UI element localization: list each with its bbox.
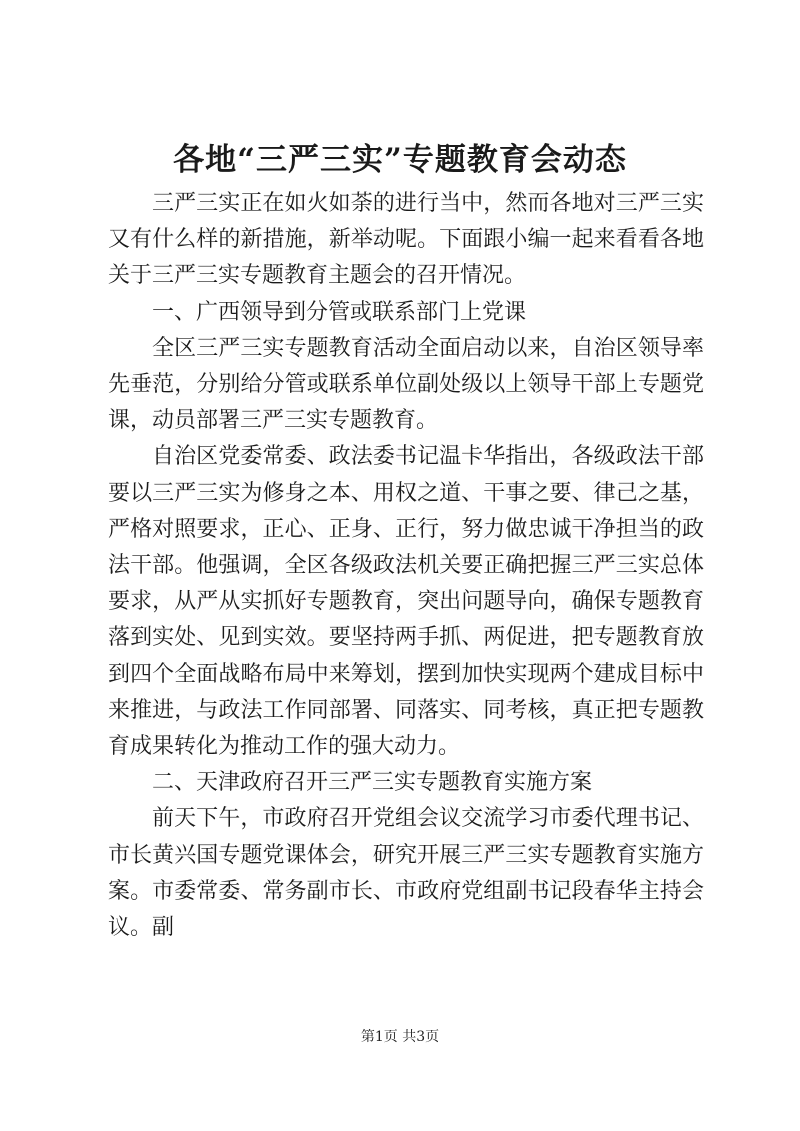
page-number-footer: 第1页 共3页 <box>360 1029 440 1045</box>
document-body <box>108 186 704 946</box>
section-heading-tianjin: 二、天津政府召开三严三实专题教育实施方案 <box>152 770 593 796</box>
intro-paragraph: 三严三实正在如火如荼的进行当中，然而各地对三严三实又有什么样的新措施，新举动呢。下面跟小编一起来看看各地关于三严三实专题教育主题会的召开情况。 <box>108 191 704 289</box>
section-heading-guangxi: 一、广西领导到分管或联系部门上党课 <box>152 299 527 325</box>
document-title: 各地“三严三实”专题教育会动态 <box>173 142 627 178</box>
guangxi-paragraph-2: 自治区党委常委、政法委书记温卡华指出，各级政法干部要以三严三实为修身之本、用权之道、干事之要、律己之基，严格对照要求，正心、正身、正行，努力做忠诚干净担当的政法干部。他强调，全区各级政法机关要正确把握三严三实总体要求，从严从实抓好专题教育，突出问题导向，确保专题教育落到实处、见到实效。要坚持两手抓、两促进，把专题教育放到四个全面战略布局中来筹划，摆到加快实现两个建成目标中来推进，与政法工作同部署、同落实、同考核，真正把专题教育成果转化为推动工作的强大动力。 <box>108 444 704 760</box>
tianjin-paragraph-1: 前天下午，市政府召开党组会议交流学习市委代理书记、市长黄兴国专题党课体会，研究开展三严三实专题教育实施方案。市委常委、常务副市长、市政府党组副书记段春华主持会议。副 <box>108 806 704 941</box>
guangxi-paragraph-1: 全区三严三实专题教育活动全面启动以来，自治区领导率先垂范，分别给分管或联系单位副处级以上领导干部上专题党课，动员部署三严三实专题教育。 <box>108 335 704 434</box>
